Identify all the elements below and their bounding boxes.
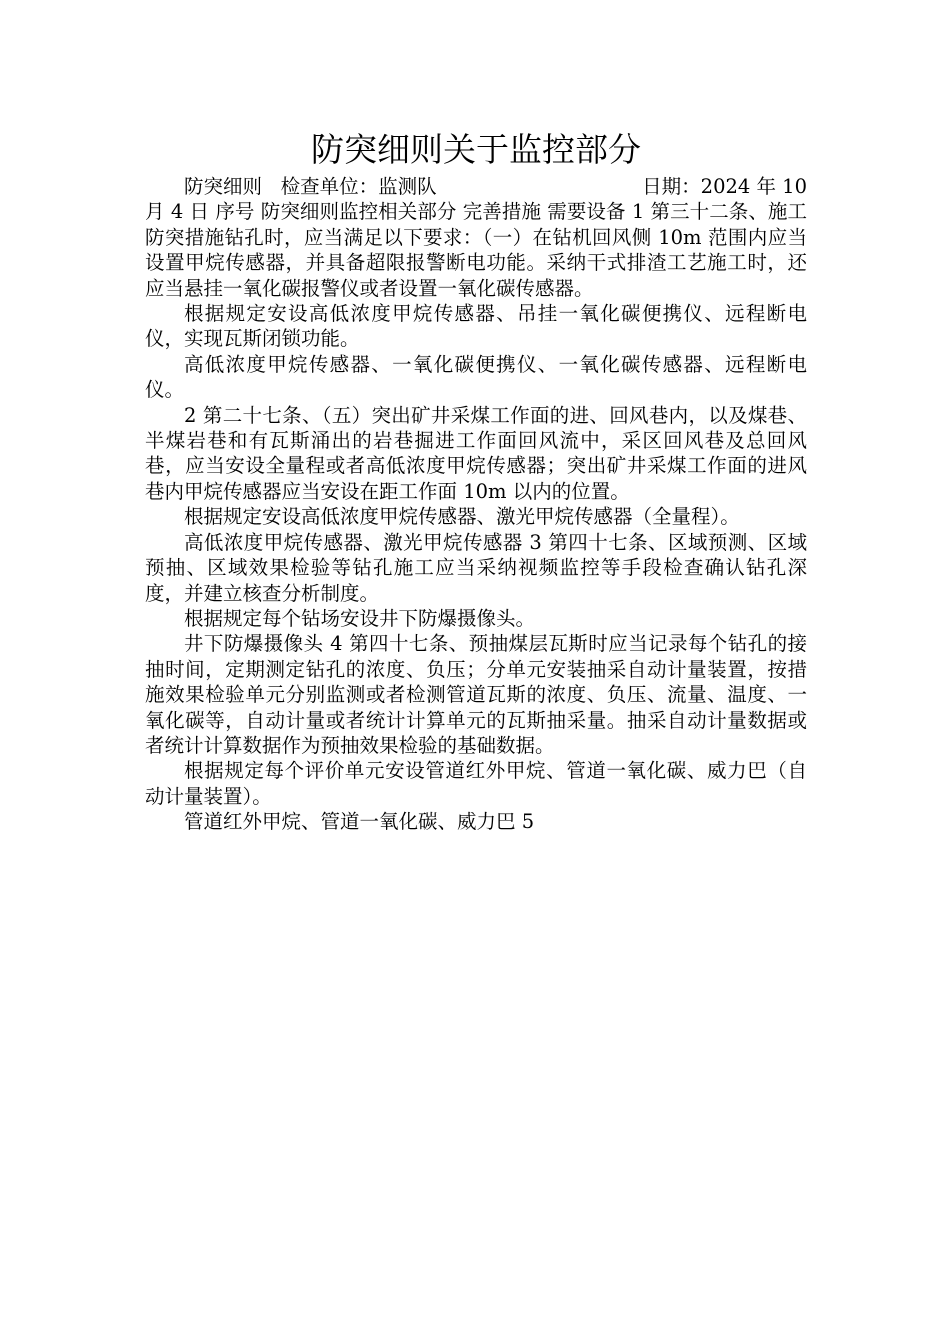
paragraph-9: 根据规定每个评价单元安设管道红外甲烷、管道一氧化碳、威力巴（自动计量装置）。 xyxy=(145,759,807,808)
inspection-unit: 防突细则 检查单位：监测队 xyxy=(184,175,437,198)
paragraph-7: 根据规定每个钻场安设井下防爆摄像头。 xyxy=(184,606,536,630)
document-page xyxy=(145,128,807,835)
header-line xyxy=(145,174,807,199)
document-body xyxy=(145,174,807,835)
paragraph-2: 根据规定安设高低浓度甲烷传感器、吊挂一氧化碳便携仪、远程断电仪，实现瓦斯闭锁功能。 xyxy=(145,302,807,351)
paragraph-8: 井下防爆摄像头 4 第四十七条、预抽煤层瓦斯时应当记录每个钻孔的接抽时间，定期测定钻孔的浓度、负压；分单元安装抽采自动计量装置，按措施效果检验单元分别监测或者检测管道瓦斯的浓度、负压、流量、温度、一氧化碳等，自动计量或者统计计算单元的瓦斯抽采量。抽采自动计量数据或者统计计算数据作为预抽效果检验的基础数据。 xyxy=(145,632,807,757)
paragraph-6: 高低浓度甲烷传感器、激光甲烷传感器 3 第四十七条、区域预测、区域预抽、区域效果检验等钻孔施工应当采纳视频监控等手段检查确认钻孔深度，并建立核查分析制度。 xyxy=(145,530,807,605)
paragraph-4: 2 第二十七条、（五）突出矿井采煤工作面的进、回风巷内，以及煤巷、半煤岩巷和有瓦斯涌出的岩巷掘进工作面回风流中，采区回风巷及总回风巷，应当安设全量程或者高低浓度甲烷传感器；突出矿井采煤工作面的进风巷内甲烷传感器应当安设在距工作面 10m 以内的位置。 xyxy=(145,403,807,503)
paragraph-1: 月 4 日 序号 防突细则监控相关部分 完善措施 需要设备 1 第三十二条、施工防突措施钻孔时，应当满足以下要求：（一）在钻机回风侧 10m 范围内应当设置甲烷传感器，并具备超限报警断电功能。采纳干式排渣工艺施工时，还应当悬挂一氧化碳报警仪或者设置一氧化碳传感器。 xyxy=(145,200,807,300)
document-title: 防突细则关于监控部分 xyxy=(311,130,641,169)
date-text: 日期：2024 年 10 xyxy=(642,175,807,198)
paragraph-3: 高低浓度甲烷传感器、一氧化碳便携仪、一氧化碳传感器、远程断电仪。 xyxy=(145,352,807,402)
paragraph-5: 根据规定安设高低浓度甲烷传感器、激光甲烷传感器（全量程）。 xyxy=(184,505,740,529)
paragraph-10: 管道红外甲烷、管道一氧化碳、威力巴 5 xyxy=(184,810,535,834)
